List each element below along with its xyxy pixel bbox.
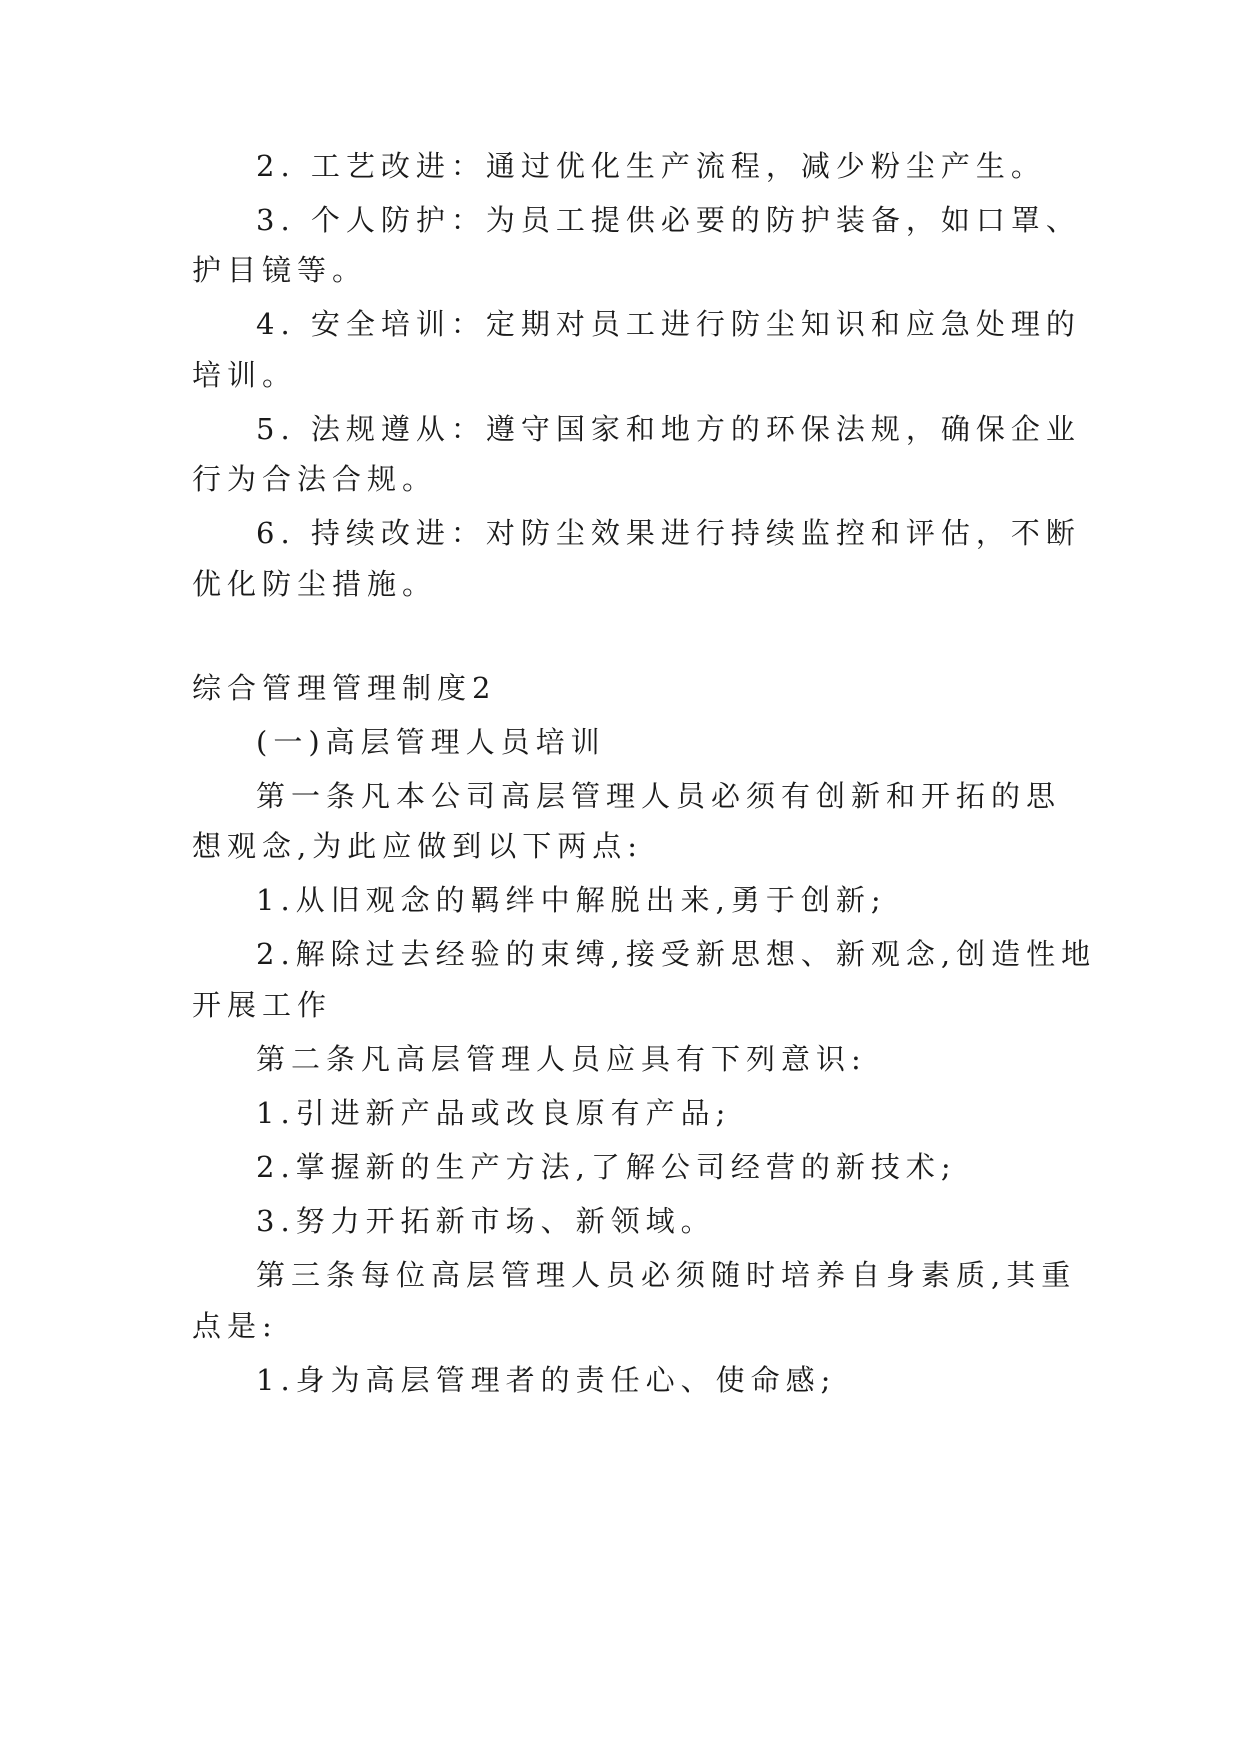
article-3-line2: 点是: <box>192 1309 278 1343</box>
list-item-4-line2: 培训。 <box>192 358 298 392</box>
list-item-2: 2. 工艺改进：通过优化生产流程，减少粉尘产生。 <box>256 149 1046 183</box>
article-2: 第二条凡高层管理人员应具有下列意识: <box>256 1042 867 1076</box>
list-item-4-line1: 4. 安全培训：定期对员工进行防尘知识和应急处理的 <box>256 307 1081 341</box>
article-3-line1: 第三条每位高层管理人员必须随时培养自身素质,其重 <box>256 1258 1077 1292</box>
list-item-3-line1: 3. 个人防护：为员工提供必要的防护装备，如口罩、 <box>256 203 1081 237</box>
list-item-3-line2: 护目镜等。 <box>192 253 368 287</box>
list-item-6-line2: 优化防尘措施。 <box>192 567 438 601</box>
article-1-line1: 第一条凡本公司高层管理人员必须有创新和开拓的思 <box>256 779 1062 813</box>
article-2-item-2: 2.掌握新的生产方法,了解公司经营的新技术; <box>256 1150 957 1184</box>
article-1-item-2-line2: 开展工作 <box>192 988 333 1022</box>
article-1-line2: 想观念,为此应做到以下两点: <box>192 829 643 863</box>
list-item-5-line1: 5. 法规遵从：遵守国家和地方的环保法规，确保企业 <box>256 412 1081 446</box>
list-item-6-line1: 6. 持续改进：对防尘效果进行持续监控和评估，不断 <box>256 516 1081 550</box>
section-title: 综合管理管理制度2 <box>192 671 497 705</box>
section-subtitle: (一)高层管理人员培训 <box>256 725 606 759</box>
article-2-item-3: 3.努力开拓新市场、新领域。 <box>256 1204 716 1238</box>
article-1-item-1: 1.从旧观念的羁绊中解脱出来,勇于创新; <box>256 883 887 917</box>
article-1-item-2-line1: 2.解除过去经验的束缚,接受新思想、新观念,创造性地 <box>256 937 1097 971</box>
article-2-item-1: 1.引进新产品或改良原有产品; <box>256 1096 732 1130</box>
article-3-item-1: 1.身为高层管理者的责任心、使命感; <box>256 1363 837 1397</box>
list-item-5-line2: 行为合法合规。 <box>192 462 438 496</box>
